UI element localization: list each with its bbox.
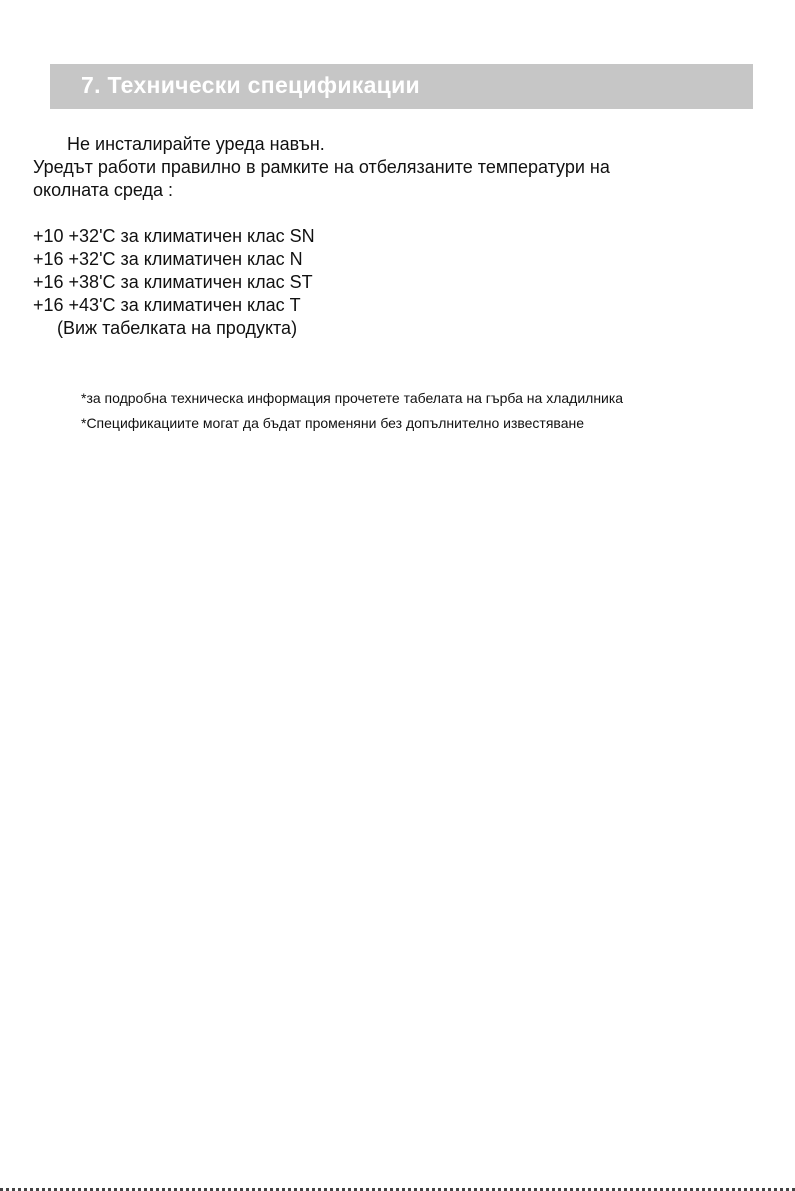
specifications-body <box>33 133 753 340</box>
see-product-label: (Виж табелката на продукта) <box>57 318 298 338</box>
climate-class-item: +16 +43'С за климатичен клас T <box>33 295 301 315</box>
notes <box>81 386 761 436</box>
intro-warning: Не инсталирайте уреда навън. <box>67 134 325 154</box>
section-header <box>50 64 753 109</box>
spacer <box>33 202 753 225</box>
intro-text-line: Уредът работи правилно в рамките на отбелязаните температури на <box>33 157 610 177</box>
intro-text-line: околната среда : <box>33 180 173 200</box>
section-title: 7. Технически спецификации <box>81 72 420 98</box>
climate-class-item: +10 +32'С за климатичен клас SN <box>33 226 315 246</box>
note-item: *за подробна техническа информация прочетете табелата на гърба на хладилника <box>81 390 624 406</box>
note-item: *Спецификациите могат да бъдат променяни без допълнително известяване <box>81 415 585 431</box>
climate-class-item: +16 +32'С за климатичен клас N <box>33 249 303 269</box>
climate-class-item: +16 +38'С за климатичен клас ST <box>33 272 313 292</box>
